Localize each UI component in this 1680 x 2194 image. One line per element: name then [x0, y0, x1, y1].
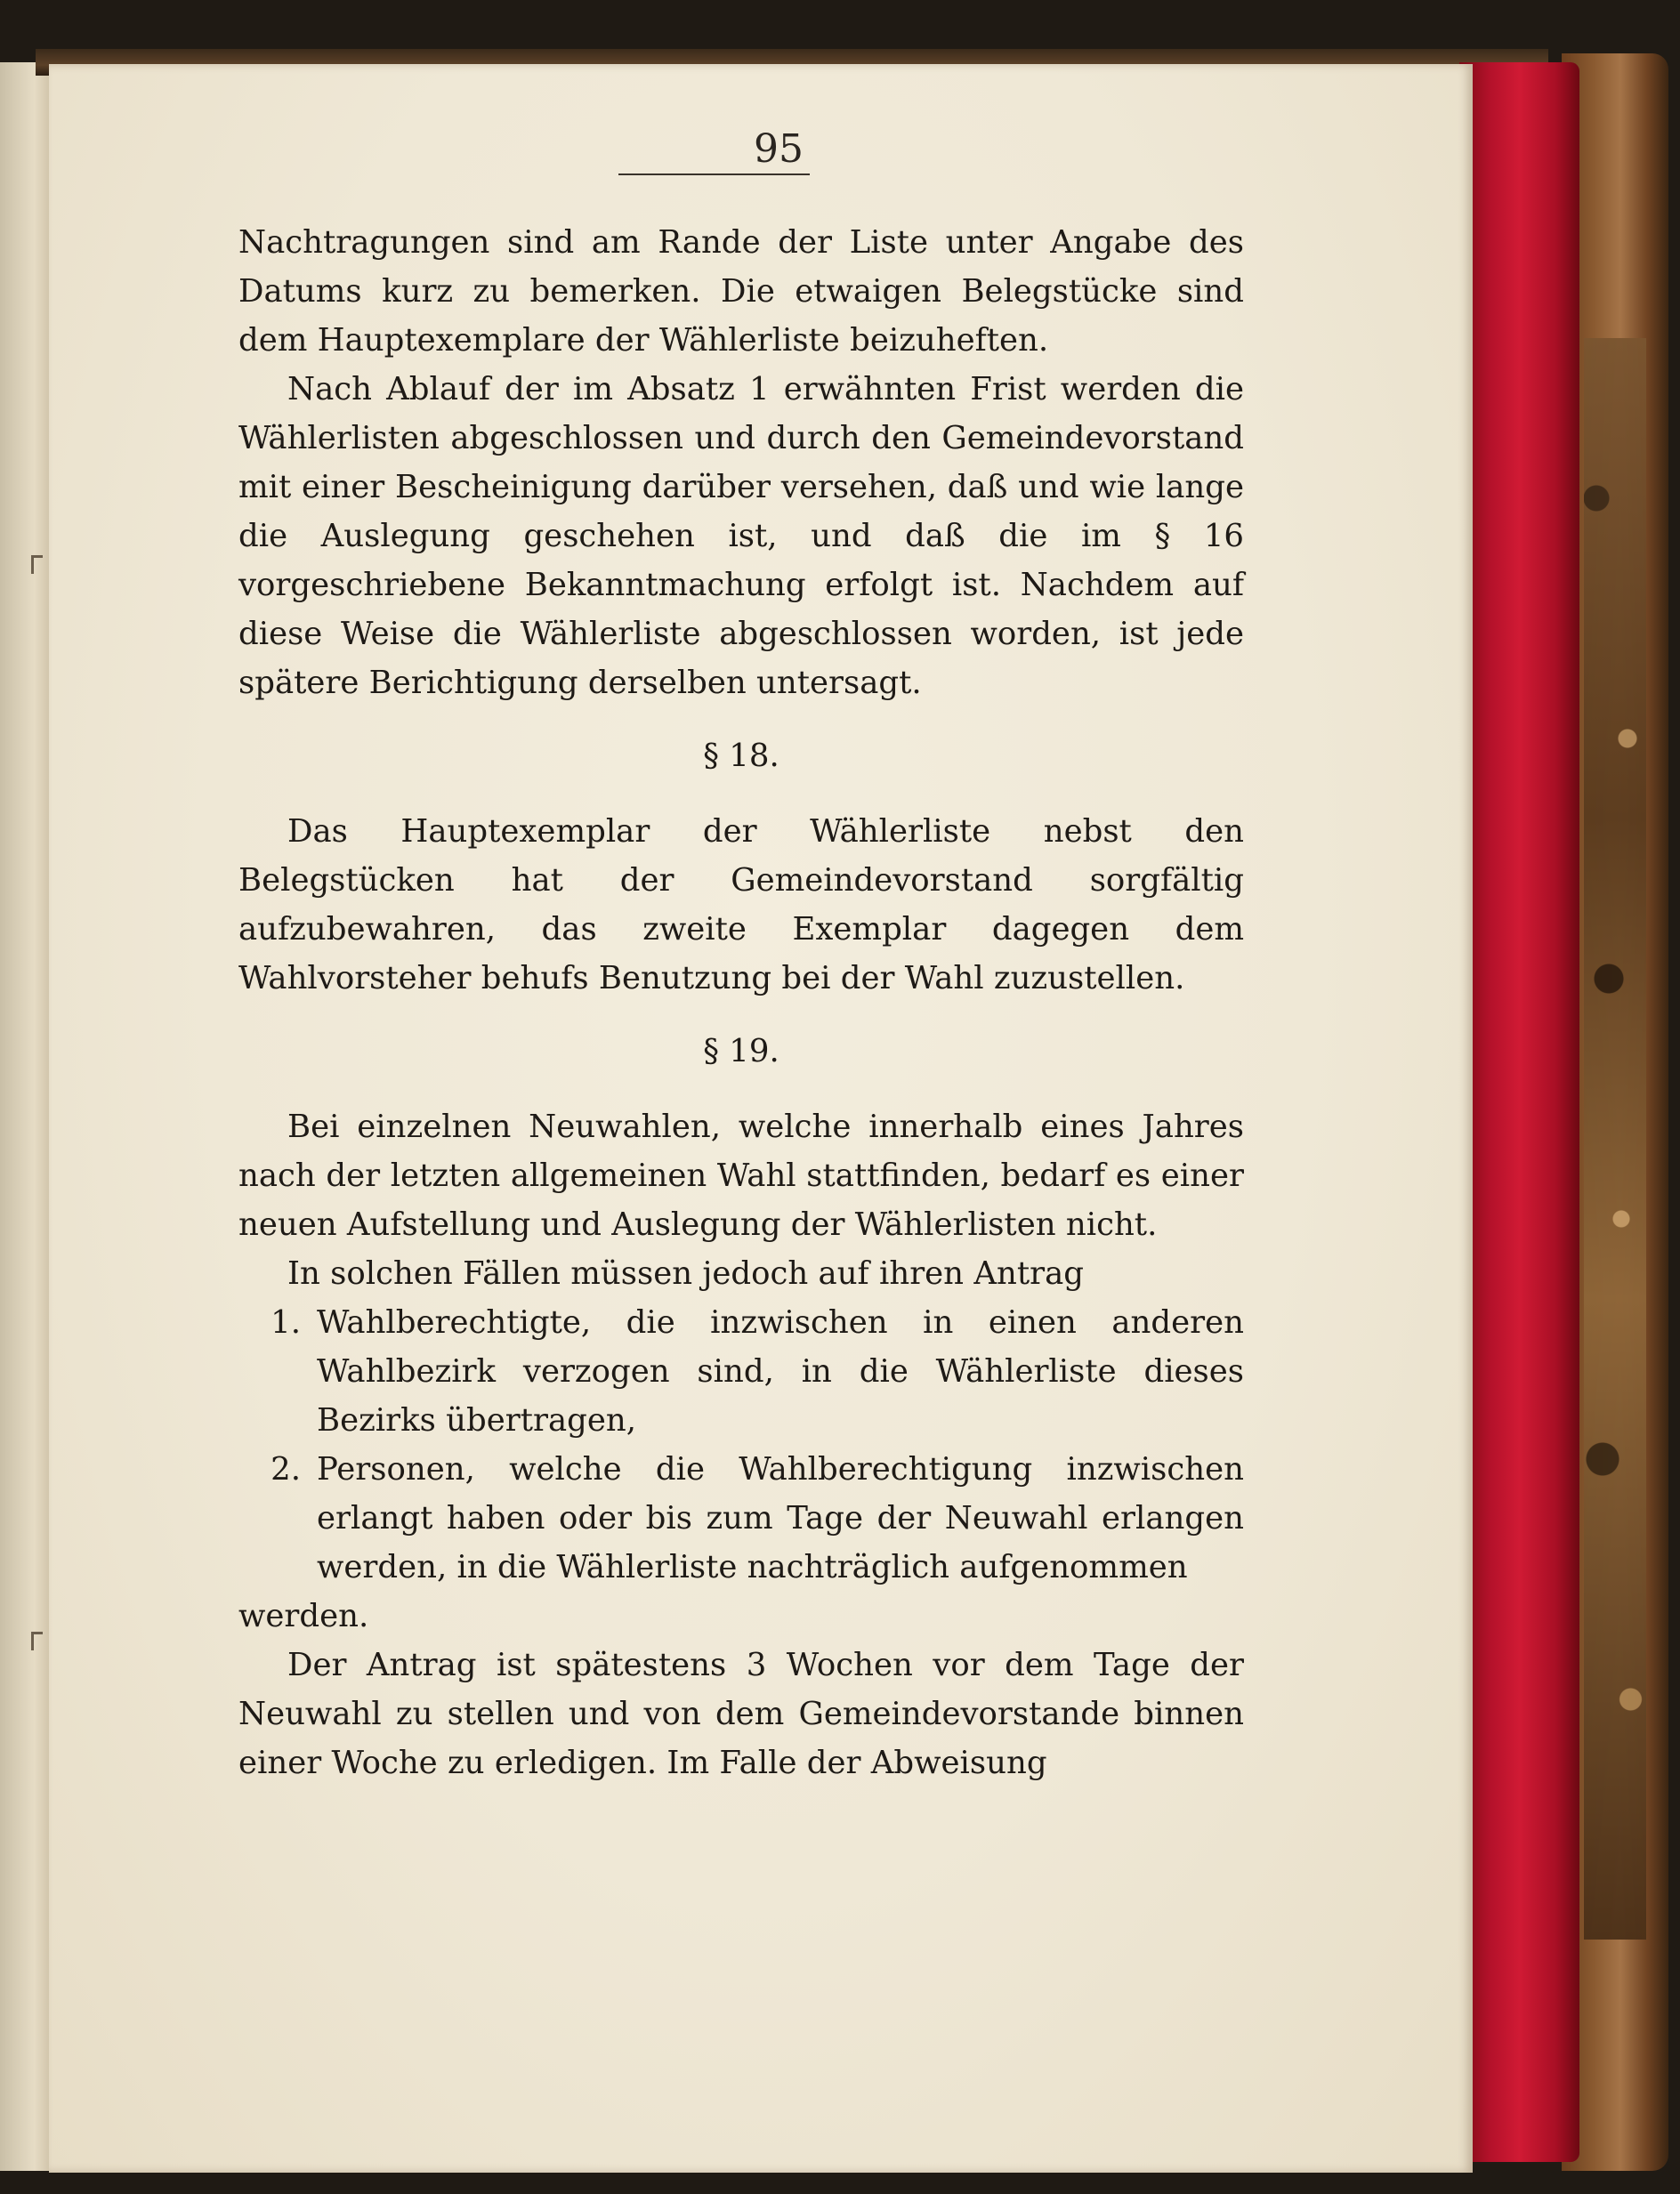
paragraph: In solchen Fällen müssen jedoch auf ihren Antrag	[287, 1255, 1084, 1292]
list-item-text: Wahlberechtigte, die inzwischen in einen anderen Wahlbezirk verzogen sind, in die Wählerliste dieses Bezirks übertragen,	[317, 1304, 1244, 1439]
paragraph: Das Hauptexemplar der Wählerliste nebst den Belegstücken hat der Gemeindevorstand sorgfältig aufzubewahren, das zweite Exemplar dagegen dem Wahlvorsteher behufs Benutzung bei der Wahl zuzustellen.	[238, 813, 1244, 996]
paragraph: Nachtragungen sind am Rande der Liste unter Angabe des Datums kurz zu bemerken. Die etwaigen Belegstücke sind dem Hauptexemplare der Wählerliste beizuheften.	[238, 224, 1244, 359]
list-item-number: 1.	[271, 1304, 301, 1341]
list-item-text: Personen, welche die Wahlberechtigung inzwischen erlangt haben oder bis zum Tage der Neuwahl erlangen werden, in die Wählerliste nachträglich aufgenommen	[317, 1451, 1244, 1585]
page-text	[238, 218, 1244, 1787]
marbled-cover	[1584, 338, 1646, 1940]
section-heading: § 19.	[703, 1033, 779, 1069]
page-number: 95	[754, 126, 804, 172]
paragraph: Nach Ablauf der im Absatz 1 erwähnten Frist werden die Wählerlisten abgeschlossen und durch den Gemeindevorstand mit einer Bescheinigung darüber versehen, daß und wie lange die Auslegung geschehen ist, und daß die im § 16 vorgeschriebene Bekanntmachung erfolgt ist. Nachdem auf diese Weise die Wählerliste abgeschlossen worden, ist jede spätere Berichtigung derselben untersagt.	[238, 371, 1244, 701]
paragraph: Der Antrag ist spätestens 3 Wochen vor dem Tage der Neuwahl zu stellen und von dem Gemeindevorstande binnen einer Woche zu erledigen. Im Falle der Abweisung	[238, 1647, 1244, 1781]
red-page-edges	[1459, 62, 1579, 2162]
section-heading: § 18.	[703, 738, 779, 774]
list-item-number: 2.	[271, 1451, 301, 1488]
margin-mark	[31, 1632, 43, 1650]
list-item	[238, 1298, 1244, 1445]
book-page	[49, 64, 1473, 2173]
margin-mark	[31, 555, 43, 574]
paragraph: werden.	[238, 1598, 369, 1634]
list-item	[238, 1445, 1244, 1592]
facing-page-edge	[0, 62, 49, 2171]
page-number-rule	[618, 173, 810, 175]
paragraph: Bei einzelnen Neuwahlen, welche innerhalb eines Jahres nach der letzten allgemeinen Wahl stattfinden, bedarf es einer neuen Aufstellung und Auslegung der Wählerlisten nicht.	[238, 1109, 1244, 1243]
